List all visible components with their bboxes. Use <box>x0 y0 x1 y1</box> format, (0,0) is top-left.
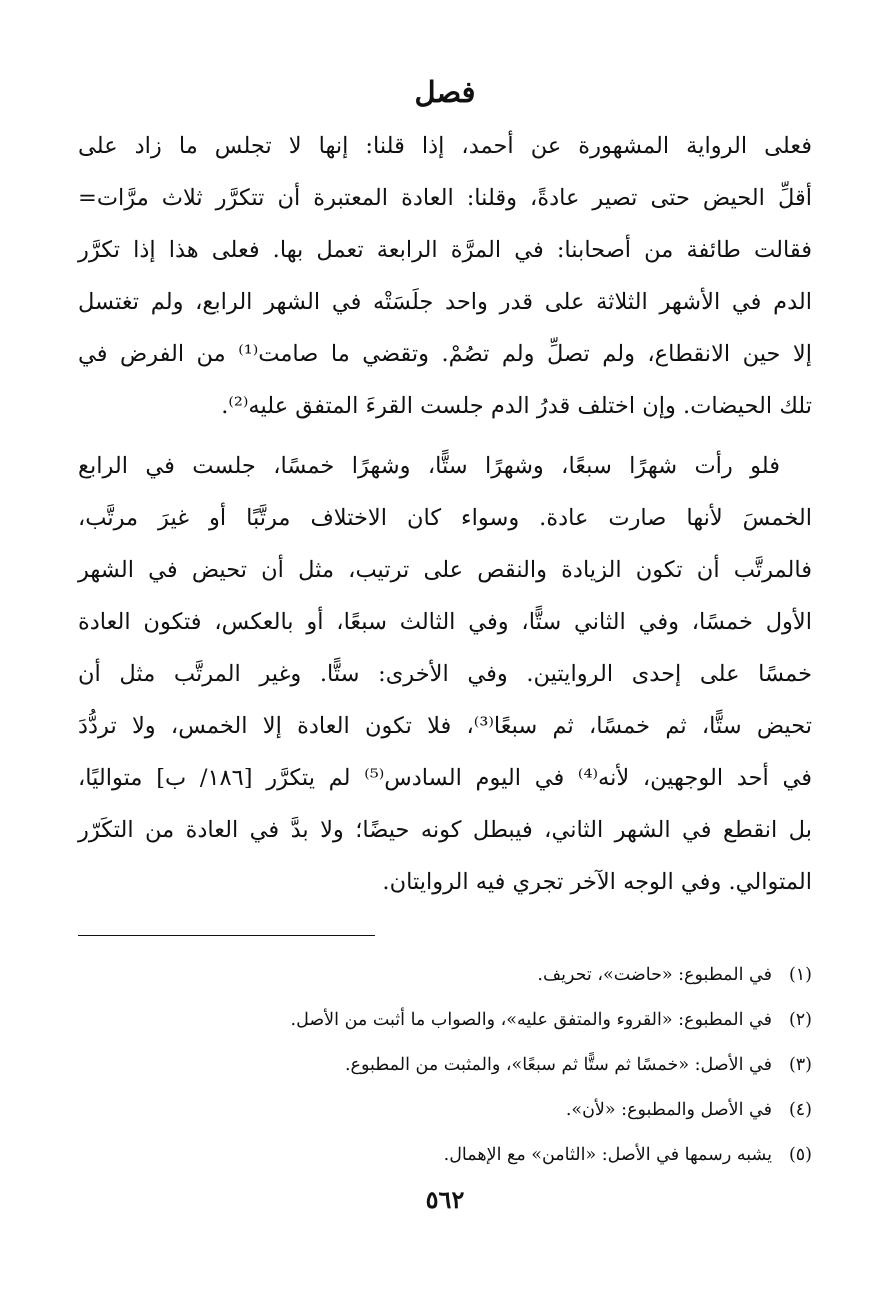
footnote-text: في الأصل: «خمسًا ثم ستًّا ثم سبعًا»، والمثبت من المطبوع. <box>344 1055 772 1075</box>
footnote-number: (٢) <box>788 1010 812 1030</box>
text-line: في أحد الوجهين، لأنه⁽⁴⁾ في اليوم السادس⁽⁵⁾ لم يتكرَّر [١٨٦/ ب] متواليًا، <box>78 765 812 791</box>
footnote-number: (٥) <box>788 1145 812 1165</box>
footnote <box>78 1043 812 1088</box>
footnote-number: (٤) <box>788 1100 812 1120</box>
footnote-text: في المطبوع: «حاضت»، تحريف. <box>537 965 772 985</box>
footnote <box>78 953 812 998</box>
footnote-number: (١) <box>788 965 812 985</box>
text-line: أقلِّ الحيض حتى تصير عادةً، وقلنا: العادة المعتبرة أن تتكرَّر ثلاث مرَّات= <box>78 185 812 211</box>
text-line: فالمرتَّب أن تكون الزيادة والنقص على ترتيب، مثل أن تحيض في الشهر <box>78 557 812 583</box>
text-line: فعلى الرواية المشهورة عن أحمد، إذا قلنا: إنها لا تجلس ما زاد على <box>78 133 812 159</box>
footnotes <box>78 953 812 1178</box>
text-line: تحيض ستًّا، ثم خمسًا، ثم سبعًا⁽³⁾، فلا تكون العادة إلا الخمس، ولا تردُّدَ <box>78 713 813 739</box>
book-page <box>78 0 812 1290</box>
footnote <box>78 1133 812 1178</box>
footnote <box>78 1088 812 1133</box>
section-title: فصل <box>414 75 476 109</box>
footnote-text: في الأصل والمطبوع: «لأن». <box>565 1100 772 1120</box>
paragraph-1 <box>78 120 812 432</box>
text-line: الخمسَ لأنها صارت عادة. وسواء كان الاختلاف مرتَّبًا أو غيرَ مرتَّب، <box>78 505 812 531</box>
text-line: المتوالي. وفي الوجه الآخر تجري فيه الروايتان. <box>382 869 812 895</box>
footnote <box>78 998 812 1043</box>
page-number: ٥٦٢ <box>425 1185 465 1214</box>
text-line: الدم في الأشهر الثلاثة على قدر واحد جلَسَتْه في الشهر الرابع، ولم تغتسل <box>78 289 812 315</box>
footnote-number: (٣) <box>788 1055 812 1075</box>
footnote-separator <box>78 935 375 936</box>
text-line: فقالت طائفة من أصحابنا: في المرَّة الرابعة تعمل بها. فعلى هذا إذا تكرَّر <box>78 237 812 263</box>
text-line: خمسًا على إحدى الروايتين. وفي الأخرى: ستًّا. وغير المرتَّب مثل أن <box>78 661 812 687</box>
paragraph-2 <box>78 440 812 908</box>
text-line: تلك الحيضات. وإن اختلف قدرُ الدم جلست القرءَ المتفق عليه⁽²⁾. <box>221 393 812 419</box>
text-line: الأول خمسًا، وفي الثاني ستًّا، وفي الثالث سبعًا، أو بالعكس، فتكون العادة <box>78 609 812 635</box>
footnote-text: في المطبوع: «القروء والمتفق عليه»، والصواب ما أثبت من الأصل. <box>290 1010 772 1030</box>
text-line: فلو رأت شهرًا سبعًا، وشهرًا ستًّا، وشهرًا خمسًا، جلست في الرابع <box>78 453 780 479</box>
text-line: بل انقطع في الشهر الثاني، فيبطل كونه حيضًا؛ ولا بدَّ في العادة من التكَرّر <box>78 817 812 843</box>
footnote-text: يشبه رسمها في الأصل: «الثامن» مع الإهمال. <box>443 1145 772 1165</box>
text-line: إلا حين الانقطاع، ولم تصلِّ ولم تصُمْ. وتقضي ما صامت⁽¹⁾ من الفرض في <box>78 341 812 367</box>
